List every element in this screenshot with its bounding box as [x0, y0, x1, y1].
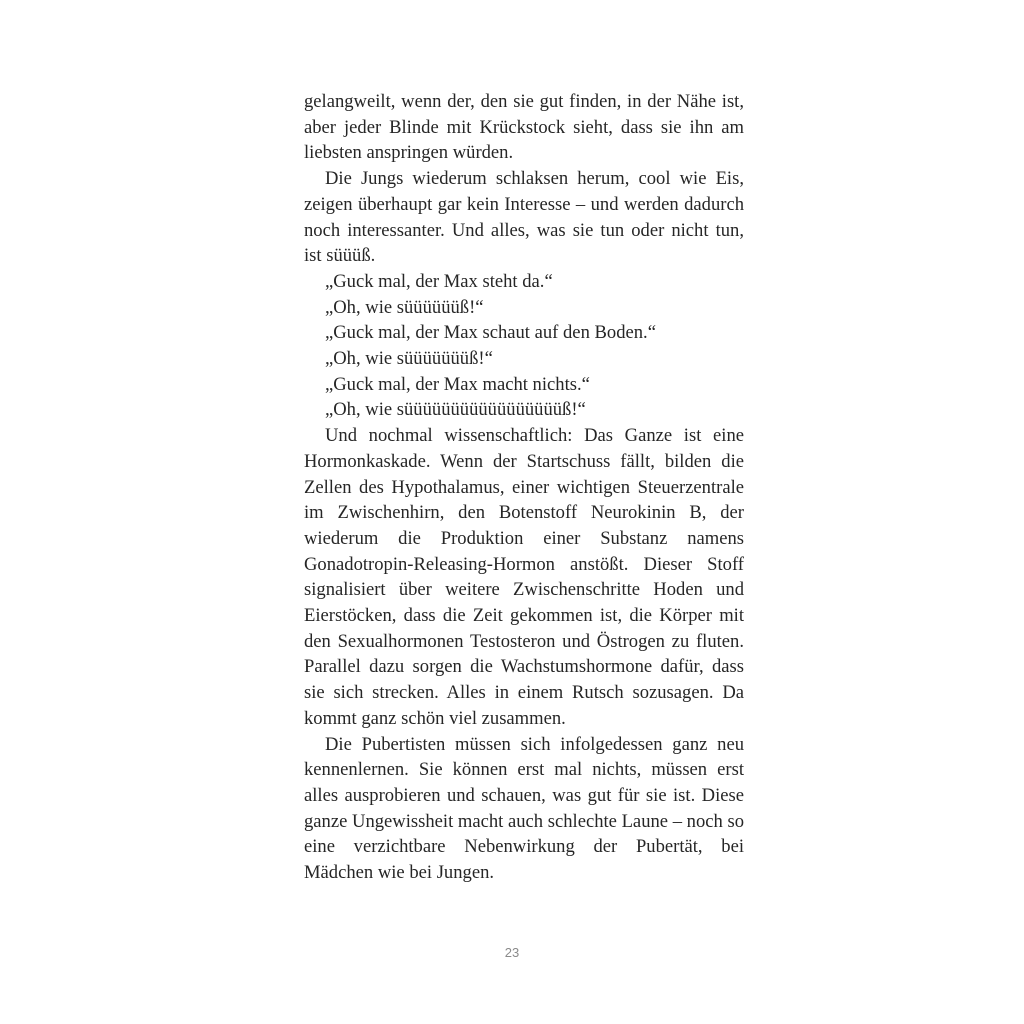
paragraph-pubertisten: Die Pubertisten müssen sich infolgedessen ganz neu kennenlernen. Sie können erst mal nichts, müssen erst alles ausprobieren und schauen, was gut für sie ist. Diese ganze Ungewissheit macht auch schlechte Laune – noch so eine verzichtbare Nebenwirkung der Pubertät, bei Mädchen wie bei Jungen. [304, 733, 744, 884]
dialogue-line-2: „Oh, wie süüüüüüß!“ [325, 296, 484, 318]
paragraph-jungs: Die Jungs wiederum schlaksen herum, cool wie Eis, zeigen überhaupt gar kein Interesse – und werden dadurch noch interessanter. Und alles, was sie tun oder nicht tun, ist süüüß. [304, 168, 744, 267]
dialogue-line-3: „Guck mal, der Max schaut auf den Boden.“ [325, 322, 656, 344]
dialogue-line-1: „Guck mal, der Max steht da.“ [325, 270, 553, 292]
page-number: 23 [504, 945, 520, 960]
paragraph-hormonkaskade: Und nochmal wissenschaftlich: Das Ganze ist eine Hormonkaskade. Wenn der Startschuss fällt, bilden die Zellen des Hypothalamus, einer wichtigen Steuerzentrale im Zwischenhirn, den Botenstoff Neurokinin B, der wiederum die Produktion einer Substanz namens Gonadotropin-Releasing-Hormon anstößt. Dieser Stoff signalisiert über weitere Zwischenschritte Hoden und Eierstöcken, dass die Zeit gekommen ist, die Körper mit den Sexualhormonen Testosteron und Östrogen zu fluten. Parallel dazu sorgen die Wachstumshormone dafür, dass sie sich strecken. Alles in einem Rutsch sozusagen. Da kommt ganz schön viel zusammen. [304, 425, 744, 729]
dialogue-line-4: „Oh, wie süüüüüüüß!“ [325, 348, 493, 370]
paragraph-continuation: gelangweilt, wenn der, den sie gut finden, in der Nähe ist, aber jeder Blinde mit Krückstock sieht, dass sie ihn am liebsten anspringen würden. [304, 91, 744, 164]
body-text [304, 89, 744, 886]
dialogue-line-5: „Guck mal, der Max macht nichts.“ [325, 373, 590, 395]
dialogue-line-6: „Oh, wie süüüüüüüüüüüüüüüüüß!“ [325, 399, 586, 421]
